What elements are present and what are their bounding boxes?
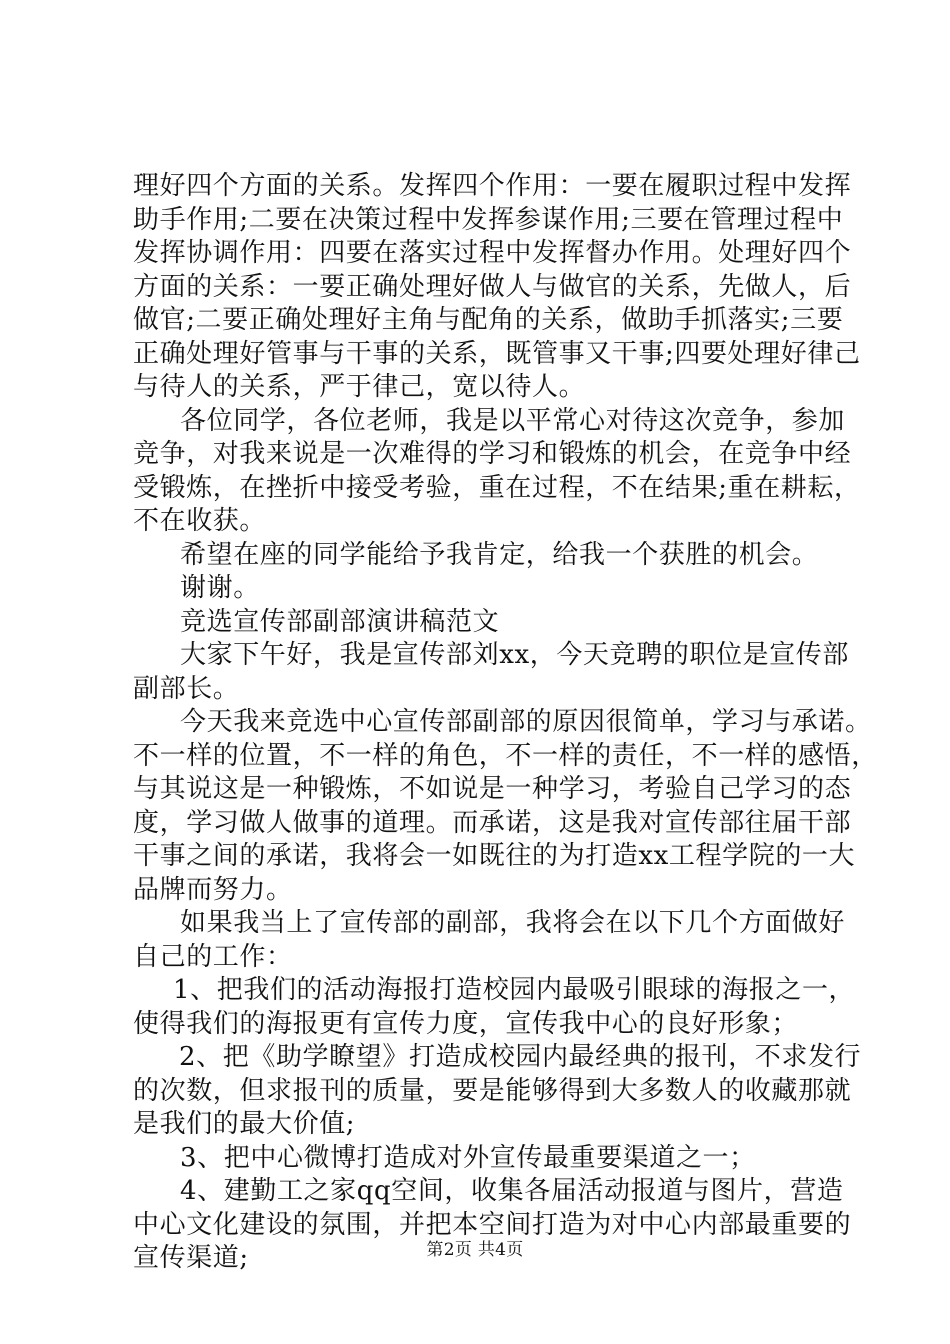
body-text xyxy=(133,170,878,1276)
text-line: 使得我们的海报更有宣传力度，宣传我中心的良好形象； xyxy=(133,1008,799,1039)
text-line: 理好四个方面的关系。发挥四个作用：一要在履职过程中发挥 xyxy=(133,171,852,201)
text-line: 宣传渠道; xyxy=(133,1243,249,1273)
text-line: 副部长。 xyxy=(133,673,240,704)
text-line: 与待人的关系，严于律己，宽以待人。 xyxy=(133,372,586,402)
text-line: 是我们的最大价值; xyxy=(133,1109,356,1139)
text-line: 大家下午好，我是宣传部刘xx，今天竞聘的职位是宣传部 xyxy=(180,640,849,670)
text-line: 今天我来竞选中心宣传部副部的原因很简单，学习与承诺。 xyxy=(180,707,872,737)
text-line: 希望在座的同学能给予我肯定，给我一个获胜的机会。 xyxy=(180,539,819,570)
text-line: 谢谢。 xyxy=(180,573,260,603)
text-line: 做官;二要正确处理好主角与配角的关系，做助手抓落实;三要 xyxy=(133,305,844,335)
page-footer: 第2页 共4页 xyxy=(426,1240,524,1260)
list-item: 1、把我们的活动海报打造校园内最吸引眼球的海报之一， xyxy=(173,975,856,1005)
text-line: 如果我当上了宣传部的副部，我将会在以下几个方面做好 xyxy=(180,908,846,938)
list-item: 3、把中心微博打造成对外宣传最重要渠道之一； xyxy=(180,1142,756,1173)
text-line: 正确处理好管事与干事的关系，既管事又干事;四要处理好律己 xyxy=(133,338,861,369)
text-line: 发挥协调作用：四要在落实过程中发挥督办作用。处理好四个 xyxy=(133,238,852,268)
text-line: 度，学习做人做事的道理。而承诺，这是我对宣传部往届干部 xyxy=(133,807,852,838)
text-line: 中心文化建设的氛围，并把本空间打造为对中心内部最重要的 xyxy=(133,1209,852,1240)
text-line: 干事之间的承诺，我将会一如既往的为打造xx工程学院的一大 xyxy=(133,841,856,871)
text-line: 品牌而努力。 xyxy=(133,874,293,905)
text-line: 助手作用;二要在决策过程中发挥参谋作用;三要在管理过程中 xyxy=(133,204,844,235)
text-line: 不一样的位置，不一样的角色，不一样的责任，不一样的感悟， xyxy=(133,740,878,771)
list-item: 4、建勤工之家qq空间，收集各届活动报道与图片，营造 xyxy=(180,1176,844,1206)
section-heading: 竞选宣传部副部演讲稿范文 xyxy=(180,606,500,637)
text-line: 的次数，但求报刊的质量，要是能够得到大多数人的收藏那就 xyxy=(133,1075,852,1106)
text-line: 方面的关系：一要正确处理好做人与做官的关系，先做人，后 xyxy=(133,271,852,302)
text-line: 自己的工作： xyxy=(133,941,293,972)
list-item: 2、把《助学瞭望》打造成校园内最经典的报刊，不求发行 xyxy=(179,1042,862,1072)
text-line: 受锻炼，在挫折中接受考验，重在过程，不在结果;重在耕耘， xyxy=(133,472,861,503)
text-line: 竞争，对我来说是一次难得的学习和锻炼的机会，在竞争中经 xyxy=(133,439,852,469)
text-line: 不在收获。 xyxy=(133,506,267,536)
text-line: 与其说这是一种锻炼，不如说是一种学习，考验自己学习的态 xyxy=(133,774,852,804)
text-line: 各位同学，各位老师，我是以平常心对待这次竞争，参加 xyxy=(180,405,846,436)
